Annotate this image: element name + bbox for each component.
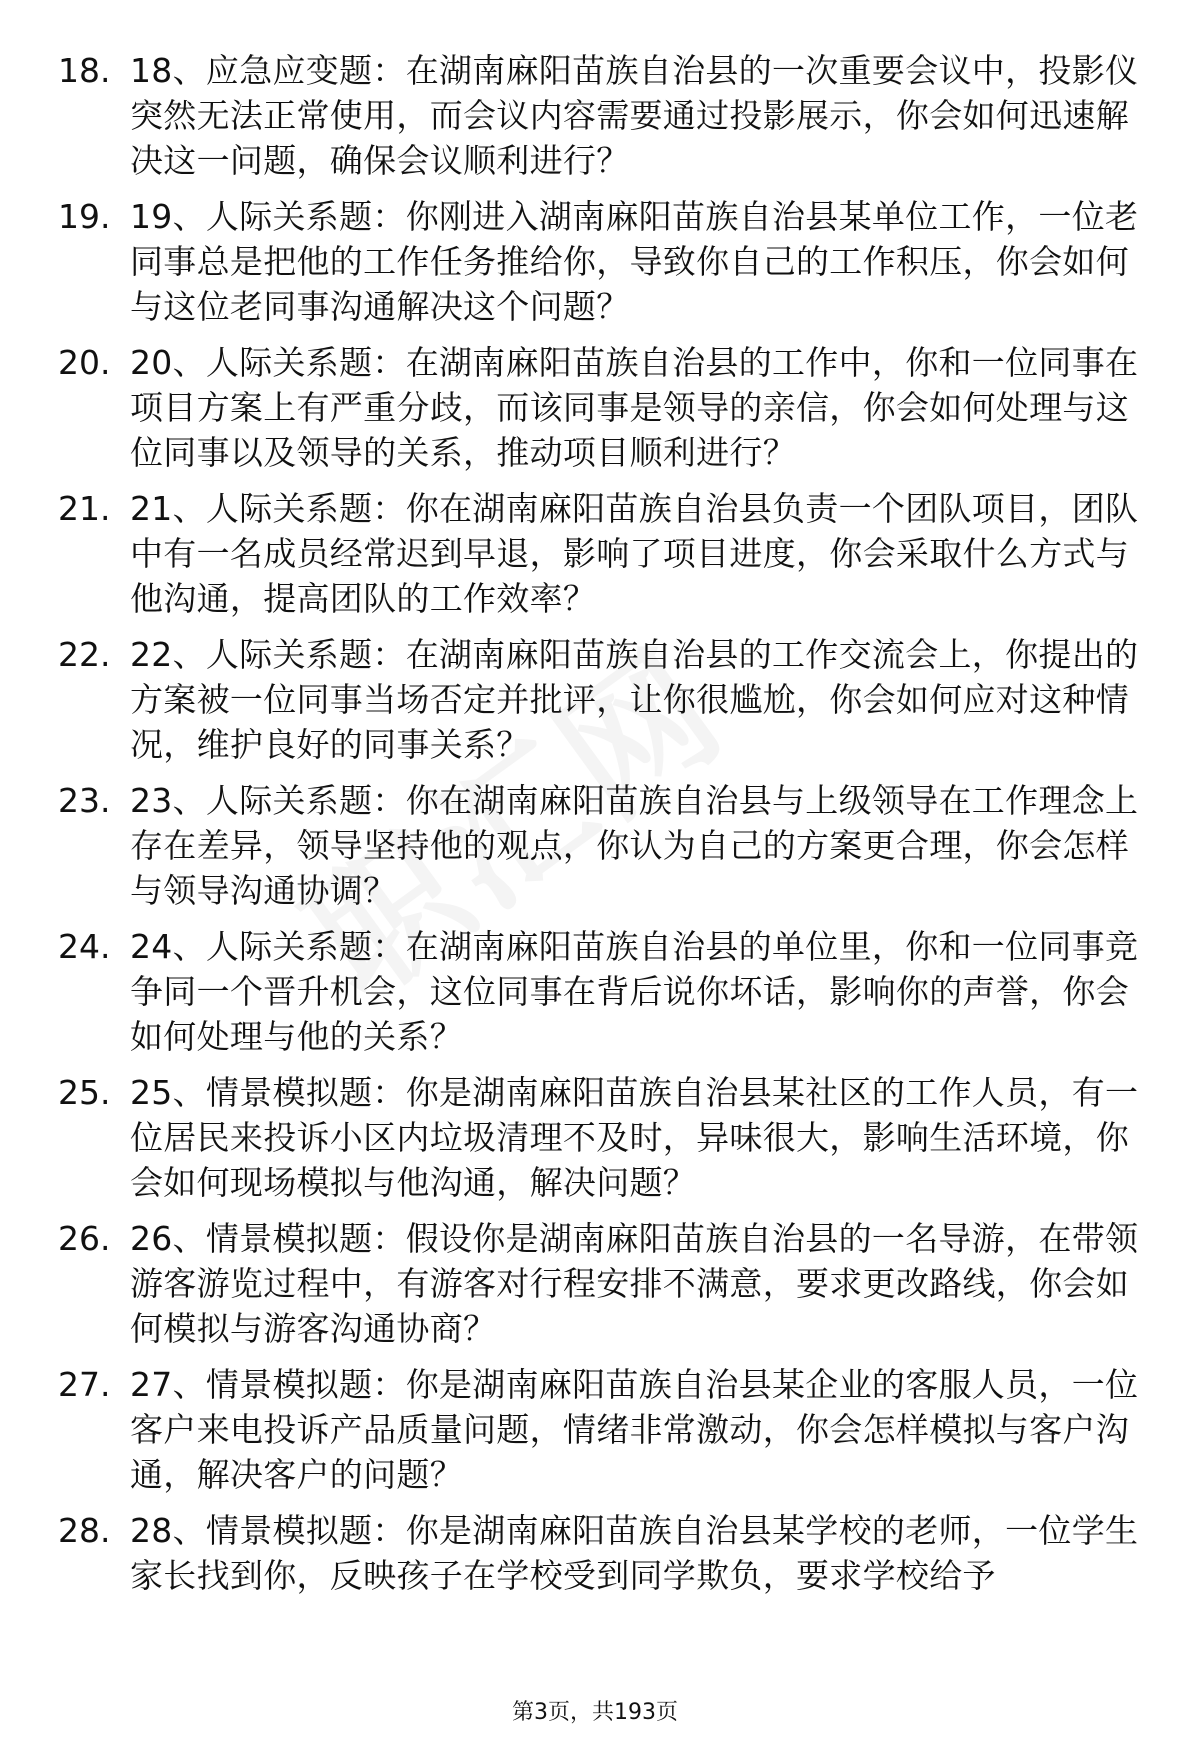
list-item xyxy=(58,340,1158,475)
list-item xyxy=(58,1362,1158,1497)
item-text: 19、人际关系题：你刚进入湖南麻阳苗族自治县某单位工作，一位老同事总是把他的工作任务推给你，导致你自己的工作积压，你会如何与这位老同事沟通解决这个问题？ xyxy=(130,197,1139,326)
item-text: 20、人际关系题：在湖南麻阳苗族自治县的工作中，你和一位同事在项目方案上有严重分歧，而该同事是领导的亲信，你会如何处理与这位同事以及领导的关系，推动项目顺利进行？ xyxy=(130,343,1139,472)
item-number: 18. xyxy=(58,51,111,90)
list-item xyxy=(58,194,1158,329)
item-text: 24、人际关系题：在湖南麻阳苗族自治县的单位里，你和一位同事竞争同一个晋升机会，这位同事在背后说你坏话，影响你的声誉，你会如何处理与他的关系？ xyxy=(130,927,1139,1056)
item-number: 24. xyxy=(58,927,111,966)
list-item xyxy=(58,1070,1158,1205)
item-number: 19. xyxy=(58,197,111,236)
list-item xyxy=(58,778,1158,913)
item-number: 20. xyxy=(58,343,111,382)
item-text: 22、人际关系题：在湖南麻阳苗族自治县的工作交流会上，你提出的方案被一位同事当场否定并批评，让你很尴尬，你会如何应对这种情况，维护良好的同事关系？ xyxy=(130,635,1139,764)
list-item xyxy=(58,48,1158,183)
item-number: 21. xyxy=(58,489,111,528)
item-number: 22. xyxy=(58,635,111,674)
list-item xyxy=(58,632,1158,767)
page-footer: 第3页，共193页 xyxy=(512,1700,678,1725)
item-number: 25. xyxy=(58,1073,111,1112)
list-item xyxy=(58,1508,1158,1598)
item-text: 25、情景模拟题：你是湖南麻阳苗族自治县某社区的工作人员，有一位居民来投诉小区内垃圾清理不及时，异味很大，影响生活环境，你会如何现场模拟与他沟通，解决问题？ xyxy=(130,1073,1139,1202)
item-number: 27. xyxy=(58,1365,111,1404)
item-text: 27、情景模拟题：你是湖南麻阳苗族自治县某企业的客服人员，一位客户来电投诉产品质量问题，情绪非常激动，你会怎样模拟与客户沟通，解决客户的问题？ xyxy=(130,1365,1139,1494)
item-text: 21、人际关系题：你在湖南麻阳苗族自治县负责一个团队项目，团队中有一名成员经常迟到早退，影响了项目进度，你会采取什么方式与他沟通，提高团队的工作效率？ xyxy=(130,489,1139,618)
list-item xyxy=(58,486,1158,621)
item-number: 28. xyxy=(58,1511,111,1550)
item-number: 23. xyxy=(58,781,111,820)
item-text: 18、应急应变题：在湖南麻阳苗族自治县的一次重要会议中，投影仪突然无法正常使用，而会议内容需要通过投影展示，你会如何迅速解决这一问题，确保会议顺利进行？ xyxy=(130,51,1139,180)
item-text: 28、情景模拟题：你是湖南麻阳苗族自治县某学校的老师，一位学生家长找到你，反映孩子在学校受到同学欺负，要求学校给予 xyxy=(130,1511,1139,1595)
list-item xyxy=(58,1216,1158,1351)
item-text: 26、情景模拟题：假设你是湖南麻阳苗族自治县的一名导游，在带领游客游览过程中，有游客对行程安排不满意，要求更改路线，你会如何模拟与游客沟通协商？ xyxy=(130,1219,1139,1348)
question-list xyxy=(58,48,1158,1609)
item-text: 23、人际关系题：你在湖南麻阳苗族自治县与上级领导在工作理念上存在差异，领导坚持他的观点，你认为自己的方案更合理，你会怎样与领导沟通协调？ xyxy=(130,781,1139,910)
item-number: 26. xyxy=(58,1219,111,1258)
list-item xyxy=(58,924,1158,1059)
